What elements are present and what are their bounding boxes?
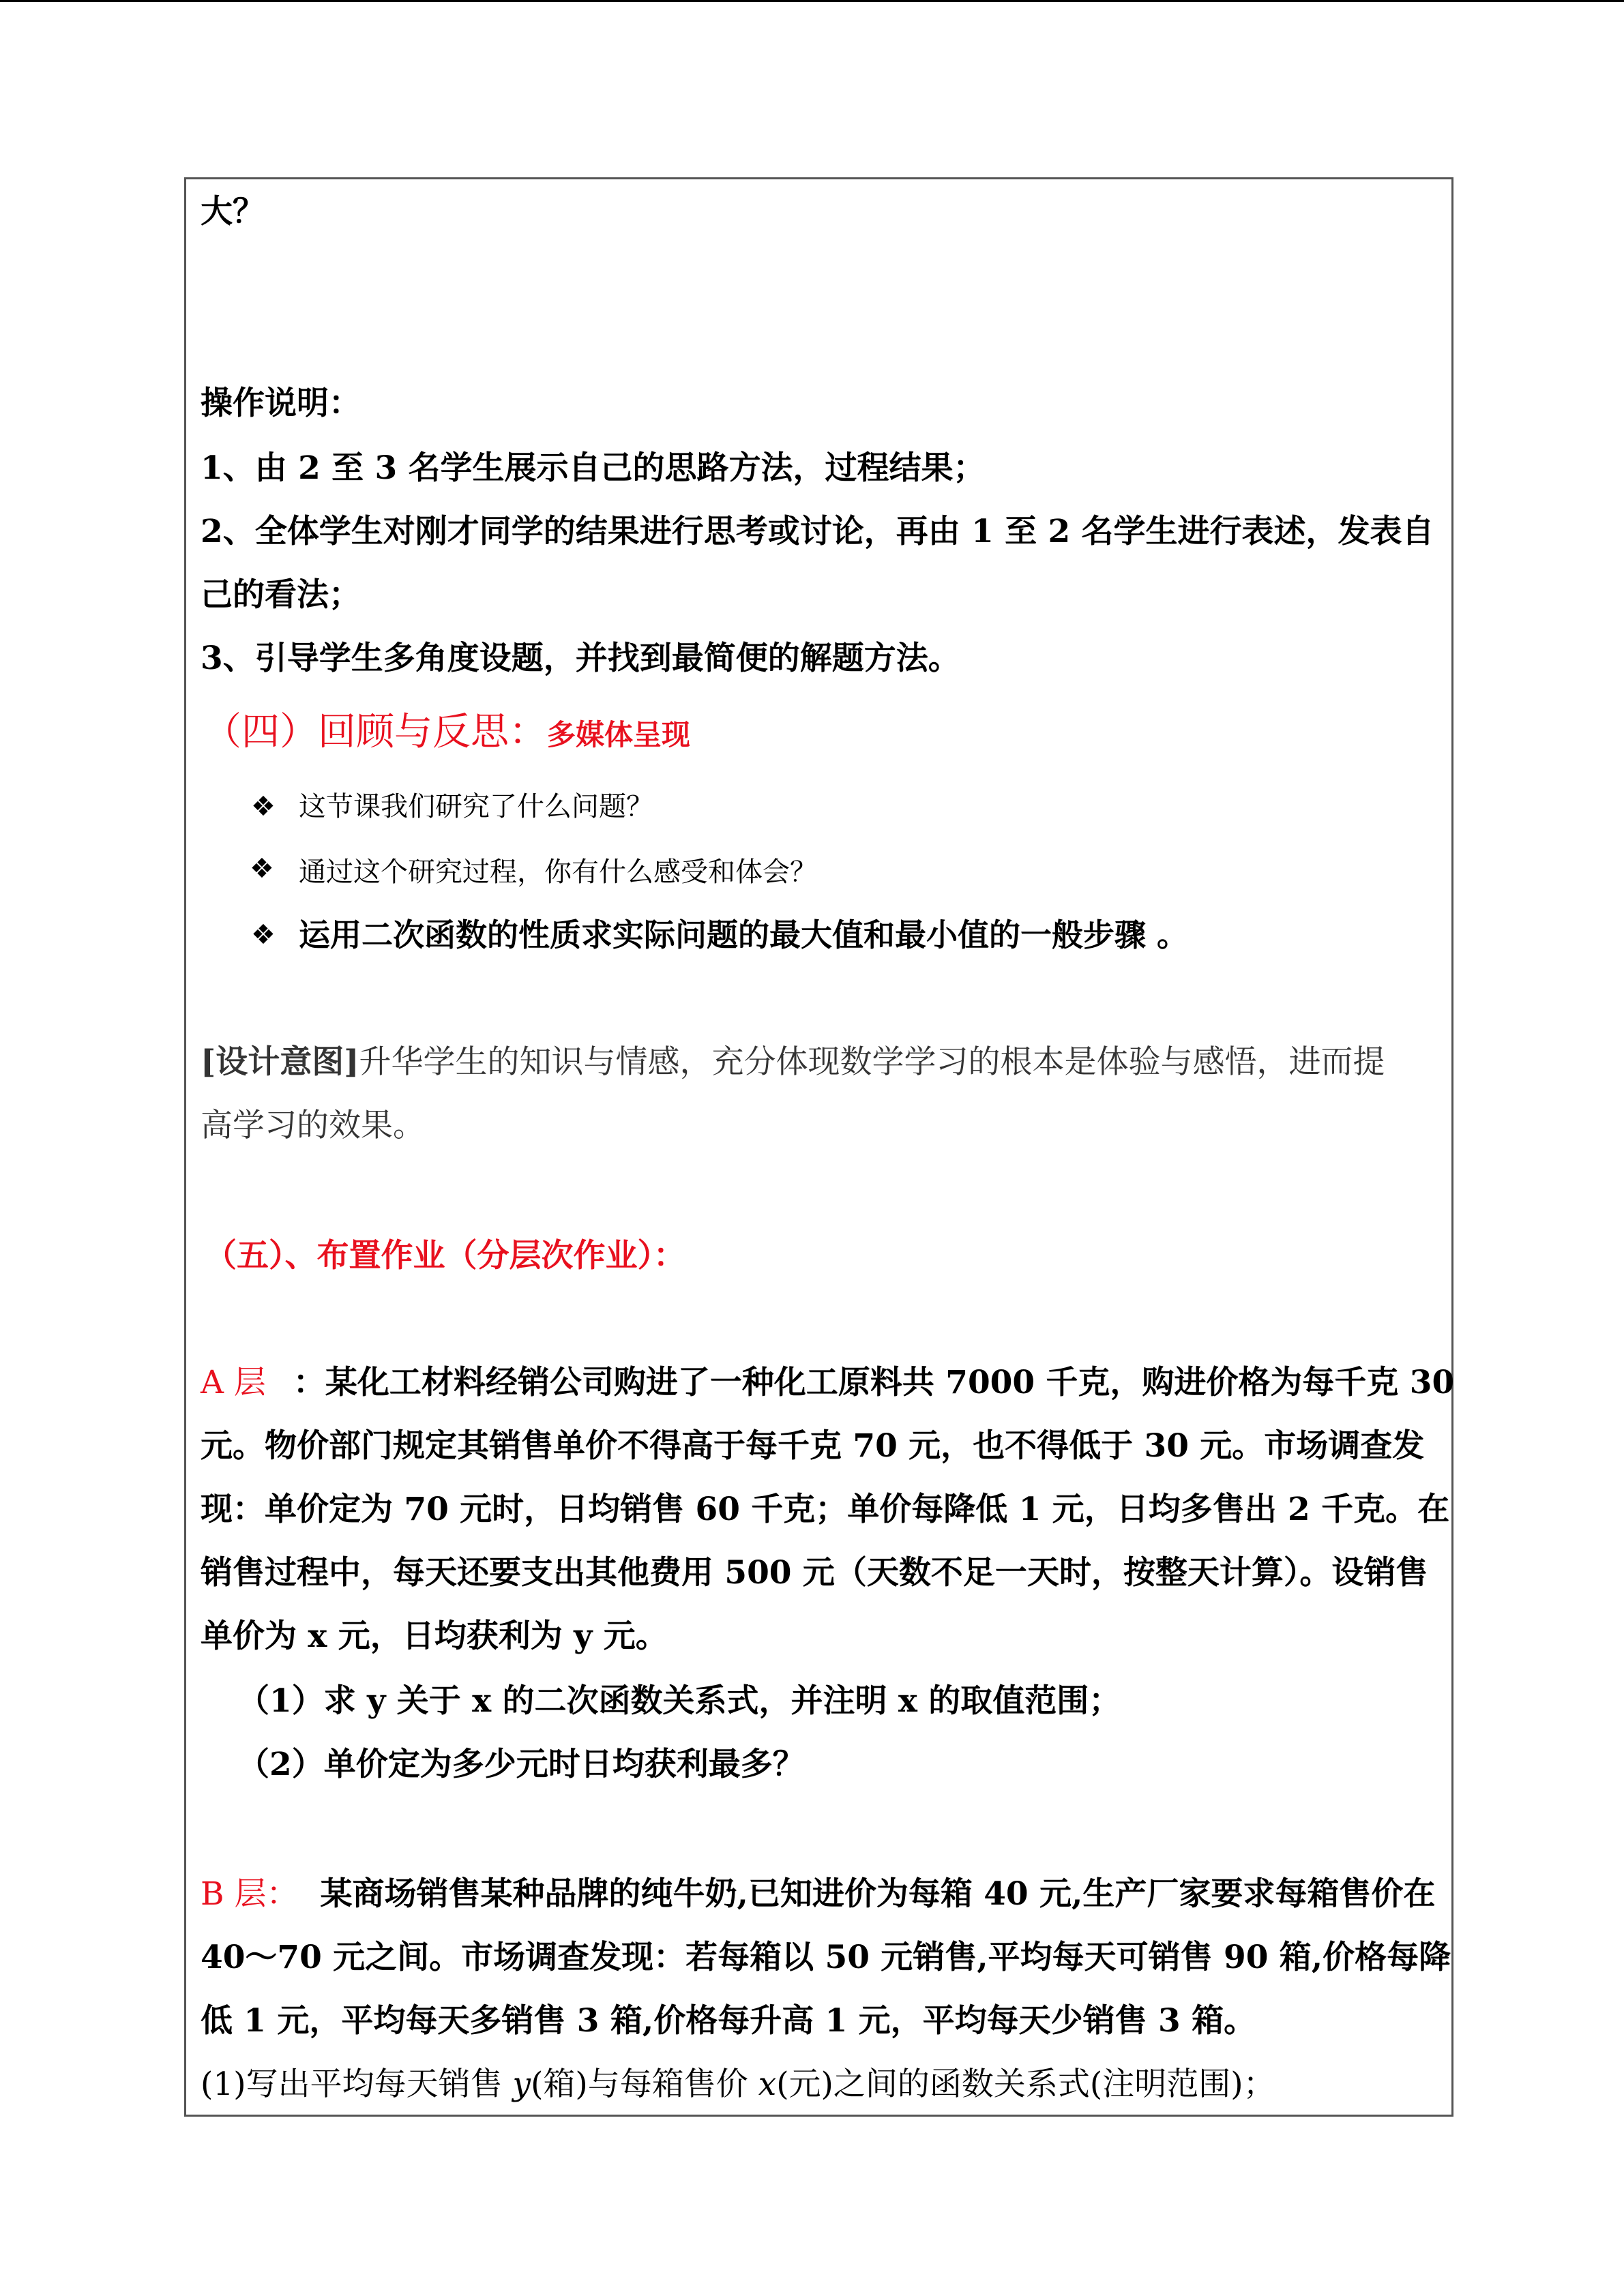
design-line-2: 高学习的效果。 [201, 1107, 425, 1144]
layerB-q1-part-c: (元)之间的函数关系式(注明范围)； [776, 2066, 1275, 2103]
layerA-label: A 层 [201, 1364, 266, 1401]
bullet-1: 这节课我们研究了什么问题？ [299, 791, 653, 822]
layerA-line-2: 元。物价部门规定其销售单价不得高于每千克 70 元，也不得低于 30 元。市场调查发 [201, 1427, 1425, 1465]
layerA-question-2: （2）单价定为多少元时日均获利最多？ [237, 1746, 805, 1783]
layerB-q1-part-a: (1)写出平均每天销售 [201, 2066, 513, 2103]
layerB-q1-var-y: y [512, 2066, 531, 2103]
layerB-text-1: 某商场销售某种品牌的纯牛奶,已知进价为每箱 40 元,生产厂家要求每箱售价在 [320, 1875, 1436, 1913]
diamond-bullet-icon: ❖ [250, 853, 274, 884]
ops-item-1: 1、由 2 至 3 名学生展示自己的思路方法，过程结果； [201, 449, 986, 487]
design-text-1: 升华学生的知识与情感，充分体现数学学习的根本是体验与感悟，进而提 [359, 1043, 1385, 1081]
layerB-q1-part-b: (箱)与每箱售价 [531, 2066, 758, 2103]
layerA-line-5: 单价为 x 元，日均获利为 y 元。 [201, 1617, 668, 1655]
layerA-line-4: 销售过程中，每天还要支出其他费用 500 元（天数不足一天时，按整天计算）。设销售 [201, 1554, 1428, 1592]
layerA-question-1: （1）求 y 关于 x 的二次函数关系式，并注明 x 的取值范围； [237, 1682, 1121, 1720]
layerA-text-1: ：某化工材料经销公司购进了一种化工原料共 7000 千克，购进价格为每千克 30 [293, 1364, 1455, 1401]
layerB-label: B 层： [201, 1875, 299, 1913]
layerA-line-3: 现：单价定为 70 元时，日均销售 60 千克；单价每降低 1 元，日均多售出 2 千克。在 [201, 1491, 1450, 1528]
design-line-1 [201, 1043, 1385, 1081]
section4-heading-line [203, 710, 691, 754]
section4-sub: 多媒体呈现 [547, 718, 691, 751]
section5-heading: （五）、布置作业（分层次作业）： [205, 1237, 685, 1274]
design-tag: [设计意图] [201, 1043, 359, 1081]
carryover-line: 大？ [201, 193, 265, 230]
section4-heading: （四）回顾与反思： [203, 710, 547, 754]
page-top-rule [0, 0, 1624, 2]
layerB-question-1 [201, 2066, 1275, 2103]
bullet-3: 运用二次函数的性质求实际问题的最大值和最小值的一般步骤 。 [299, 916, 1189, 953]
ops-title: 操作说明： [201, 385, 361, 422]
ops-item-2: 2、全体学生对刚才同学的结果进行思考或讨论，再由 1 至 2 名学生进行表述，发表自 [201, 513, 1434, 550]
ops-item-3: 3、引导学生多角度设题，并找到最简便的解题方法。 [201, 640, 960, 677]
layerB-line-3: 低 1 元，平均每天多销售 3 箱,价格每升高 1 元，平均每天少销售 3 箱。 [201, 2002, 1256, 2040]
ops-item-2-cont: 己的看法； [201, 576, 361, 614]
layerB-line-2: 40～70 元之间。市场调查发现：若每箱以 50 元销售,平均每天可销售 90 箱,价格每降 [201, 1939, 1451, 1976]
diamond-bullet-icon: ❖ [251, 791, 276, 822]
diamond-bullet-icon: ❖ [251, 919, 276, 951]
bullet-2: 通过这个研究过程，你有什么感受和体会？ [299, 856, 817, 888]
layerB-q1-var-x: x [758, 2066, 777, 2103]
layerB-line-1 [201, 1875, 1436, 1913]
layerA-line-1 [201, 1364, 1455, 1401]
